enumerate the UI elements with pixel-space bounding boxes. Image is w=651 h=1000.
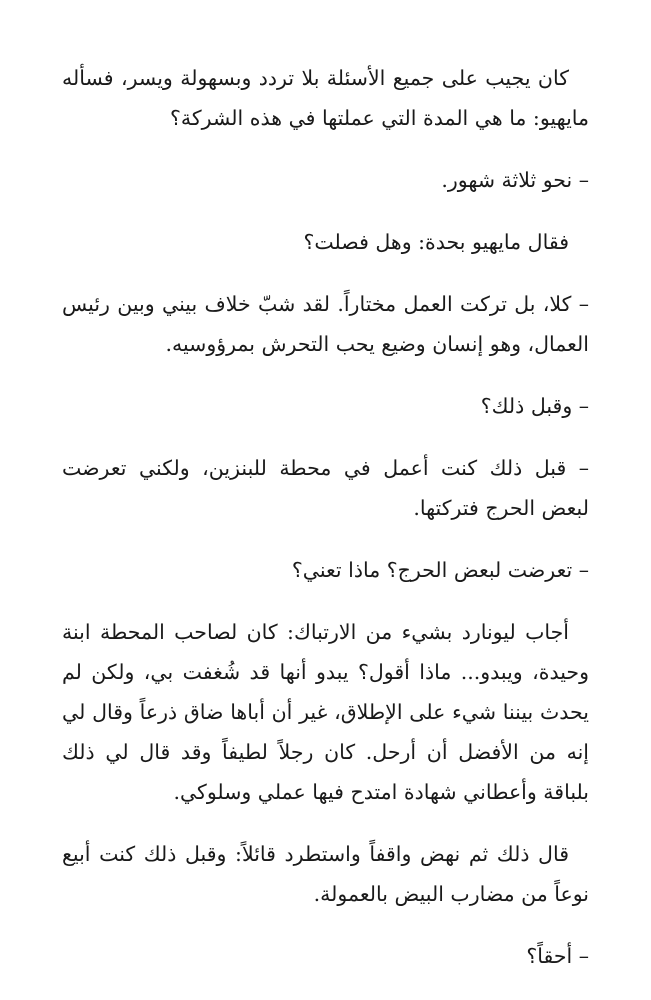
narration-paragraph: أجاب ليونارد بشيء من الارتباك: كان لصاحب المحطة ابنة وحيدة، ويبدو... ماذا أقول؟ يبدو أنها قد شُغفت بي، ولكن لم يحدث بيننا شيء على الإطلاق، غير أن أباها ضاق ذرعاً وقال لي إنه من الأفضل أن أرحل. كان رجلاً لطيفاً وقد قال لي ذلك بلباقة وأعطاني شهادة امتدح فيها عملي وسلوكي.: [62, 620, 589, 804]
dialogue-line: – تعرضت لبعض الحرج؟ ماذا تعني؟: [291, 558, 589, 582]
narration-paragraph: كان يجيب على جميع الأسئلة بلا تردد وبسهولة ويسر، فسأله مايهيو: ما هي المدة التي عملتها في هذه الشركة؟: [62, 66, 589, 130]
dialogue-line: – أحقاً؟: [526, 944, 589, 968]
dialogue-line: – نحو ثلاثة شهور.: [441, 168, 589, 192]
narration-paragraph: فقال مايهيو بحدة: وهل فصلت؟: [303, 230, 569, 254]
dialogue-line: – وقبل ذلك؟: [480, 394, 589, 418]
dialogue-line: – كلا، بل تركت العمل مختاراً. لقد شبّ خلاف بيني وبين رئيس العمال، وهو إنسان وضيع يحب التحرش بمرؤوسيه.: [62, 292, 589, 356]
narration-paragraph: قال ذلك ثم نهض واقفاً واستطرد قائلاً: وقبل ذلك كنت أبيع نوعاً من مضارب البيض بالعمولة.: [62, 842, 589, 906]
dialogue-line: – قبل ذلك كنت أعمل في محطة للبنزين، ولكني تعرضت لبعض الحرج فتركتها.: [62, 456, 589, 520]
